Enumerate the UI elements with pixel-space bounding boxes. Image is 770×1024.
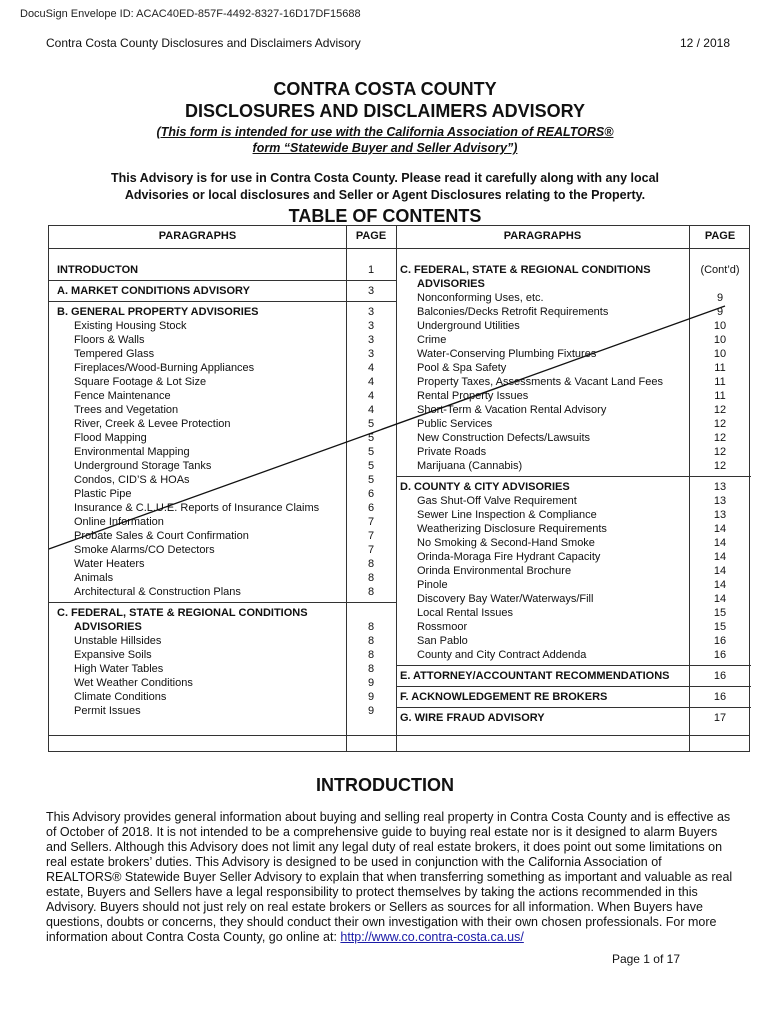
usage-notice-line-1: This Advisory is for use in Contra Costa County. Please read it carefully along with any local: [110, 171, 660, 185]
toc-entry-right: Pinole: [417, 579, 448, 591]
running-header: [46, 36, 730, 50]
toc-page-number-right: 14: [713, 579, 727, 591]
toc-entry-left: Plastic Pipe: [74, 488, 132, 500]
toc-page-number-left: 6: [367, 488, 375, 500]
toc-section-rule: [49, 301, 396, 302]
subtitle: [0, 124, 770, 156]
toc-page-number-left: 5: [367, 432, 375, 444]
toc-page-number-left: 7: [367, 530, 375, 542]
toc-page-number-left: 5: [367, 418, 375, 430]
toc-entry-left: Wet Weather Conditions: [74, 677, 193, 689]
usage-notice-line-2: Advisories or local disclosures and Seller or Agent Disclosures relating to the Property.: [124, 188, 646, 202]
toc-section-rule: [49, 602, 396, 603]
toc-page-number-left: 7: [367, 544, 375, 556]
toc-page-number-right: 12: [713, 404, 727, 416]
page-number: Page 1 of 17: [611, 952, 680, 966]
toc-page-number-left: 7: [367, 516, 375, 528]
toc-entry-left: Architectural & Construction Plans: [74, 586, 241, 598]
toc-page-number-right: 14: [713, 537, 727, 549]
toc-page-number-left: 4: [367, 362, 375, 374]
introduction-paragraph: [46, 810, 740, 945]
introduction-heading: INTRODUCTION: [316, 775, 454, 795]
toc-entry-right: E. ATTORNEY/ACCOUNTANT RECOMMENDATIONS: [400, 670, 670, 682]
toc-section-rule: [396, 707, 751, 708]
toc-page-number-right: 13: [713, 481, 727, 493]
toc-entry-left: Insurance & C.L.U.E. Reports of Insurance Claims: [74, 502, 320, 514]
toc-header-paragraphs-right: PARAGRAPHS: [503, 230, 582, 242]
toc-entry-left: Floors & Walls: [74, 334, 145, 346]
header-date: 12 / 2018: [679, 36, 730, 50]
toc-page-number-right: (Cont’d): [700, 264, 740, 276]
toc-entry-left: Unstable Hillsides: [74, 635, 162, 647]
toc-entry-right: County and City Contract Addenda: [417, 649, 587, 661]
toc-page-number-right: 15: [713, 621, 727, 633]
toc-page-number-left: 9: [367, 691, 375, 703]
toc-entry-left: Climate Conditions: [74, 691, 167, 703]
toc-page-number-right: 13: [713, 495, 727, 507]
toc-entry-right: G. WIRE FRAUD ADVISORY: [400, 712, 545, 724]
toc-entry-right: New Construction Defects/Lawsuits: [417, 432, 591, 444]
toc-entry-left: Square Footage & Lot Size: [74, 376, 207, 388]
toc-title: TABLE OF CONTENTS: [288, 206, 482, 226]
toc-entry-right: Nonconforming Uses, etc.: [417, 292, 544, 304]
toc-entry-right: Public Services: [417, 418, 493, 430]
toc-entry-right: Rossmoor: [417, 621, 468, 633]
toc-header-page-left: PAGE: [355, 230, 387, 242]
toc-page-number-left: 4: [367, 376, 375, 388]
toc-page-number-right: 10: [713, 348, 727, 360]
toc-entry-left: Smoke Alarms/CO Detectors: [74, 544, 215, 556]
toc-page-number-left: 3: [367, 334, 375, 346]
toc-page-number-left: 9: [367, 677, 375, 689]
toc-page-number-left: 1: [367, 264, 375, 276]
toc-entry-left: Probate Sales & Court Confirmation: [74, 530, 249, 542]
toc-entry-right: Crime: [417, 334, 447, 346]
toc-page-number-left: 8: [367, 649, 375, 661]
toc-entry-right: Marijuana (Cannabis): [417, 460, 523, 472]
toc-entry-right: Short-Term & Vacation Rental Advisory: [417, 404, 607, 416]
toc-page-number-right: 10: [713, 320, 727, 332]
toc-entry-left: ADVISORIES: [74, 621, 142, 633]
pen-strike-line: [49, 226, 751, 753]
toc-entry-right: C. FEDERAL, STATE & REGIONAL CONDITIONS: [400, 264, 651, 276]
toc-entry-left: Water Heaters: [74, 558, 145, 570]
toc-page-number-right: 11: [714, 390, 726, 402]
toc-entry-left: River, Creek & Levee Protection: [74, 418, 231, 430]
toc-page-number-right: 13: [713, 509, 727, 521]
page-title-line-1: CONTRA COSTA COUNTY: [273, 79, 497, 99]
toc-page-number-right: 12: [713, 460, 727, 472]
subtitle-line-1: (This form is intended for use with the California Association of REALTORS®: [156, 125, 614, 139]
toc-page-number-right: 12: [713, 446, 727, 458]
toc-entry-right: San Pablo: [417, 635, 468, 647]
toc-page-number-right: 9: [716, 306, 724, 318]
toc-page-number-right: 11: [714, 376, 726, 388]
toc-header-paragraphs-left: PARAGRAPHS: [158, 230, 237, 242]
toc-entry-right: Local Rental Issues: [417, 607, 513, 619]
introduction-text: This Advisory provides general information about buying and selling real property in Contra Costa County and is effective as of October of 2018. It is not intended to be a comprehensive guide to buying real estate nor is it designed to alarm Buyers and Sellers. Although this Advisory does not limit any legal duty of real estate brokers, it does point out some limitations on real estate brokers’ duties. This Advisory is designed to be used in conjunction with the California Association of REALTORS® Statewide Buyer Seller Advisory to explain that when transferring something as important and valuable as real estate, Buyers and Sellers have a legal responsibility to protect themselves by taking the actions recommended in this Advisory. Buyers should not just rely on real estate brokers or Sellers as sources for all information. When Buyers have questions, doubts or concerns, they should conduct their own investigation with their own chosen professionals. For more information about Contra Costa County, go online at:: [46, 810, 733, 944]
toc-page-number-right: 14: [713, 593, 727, 605]
toc-page-number-left: 8: [367, 558, 375, 570]
toc-page-number-left: 8: [367, 663, 375, 675]
toc-entry-right: Underground Utilities: [417, 320, 520, 332]
docusign-envelope-id: DocuSign Envelope ID: ACAC40ED-857F-4492-8327-16D17DF15688: [20, 8, 361, 20]
toc-page-number-right: 15: [713, 607, 727, 619]
usage-notice: [0, 170, 770, 204]
toc-entry-right: Sewer Line Inspection & Compliance: [417, 509, 597, 521]
toc-page-number-right: 14: [713, 551, 727, 563]
toc-page-number-left: 8: [367, 572, 375, 584]
toc-page-number-left: 5: [367, 446, 375, 458]
toc-entry-left: Trees and Vegetation: [74, 404, 179, 416]
subtitle-line-2: form “Statewide Buyer and Seller Advisory”): [252, 141, 518, 155]
toc-page-number-left: 3: [367, 348, 375, 360]
toc-page-number-left: 8: [367, 586, 375, 598]
header-document-title: Contra Costa County Disclosures and Disclaimers Advisory: [46, 36, 361, 50]
toc-entry-left: Expansive Soils: [74, 649, 152, 661]
toc-page-number-left: 3: [367, 306, 375, 318]
page-title-line-2: DISCLOSURES AND DISCLAIMERS ADVISORY: [184, 101, 586, 121]
toc-page-number-left: 5: [367, 474, 375, 486]
toc-page-number-right: 16: [713, 670, 727, 682]
toc-header-page-right: PAGE: [704, 230, 736, 242]
toc-entry-right: Rental Property Issues: [417, 390, 529, 402]
toc-page-number-left: 6: [367, 502, 375, 514]
toc-page-number-right: 16: [713, 635, 727, 647]
county-website-link[interactable]: http://www.co.contra-costa.ca.us/: [340, 930, 524, 944]
toc-page-number-left: 9: [367, 705, 375, 717]
toc-page-number-right: 17: [713, 712, 727, 724]
toc-entry-right: Private Roads: [417, 446, 487, 458]
toc-entry-left: Tempered Glass: [74, 348, 155, 360]
toc-entry-right: Property Taxes, Assessments & Vacant Land Fees: [417, 376, 663, 388]
toc-page-number-left: 3: [367, 285, 375, 297]
toc-entry-right: Gas Shut-Off Valve Requirement: [417, 495, 577, 507]
toc-page-number-left: 5: [367, 460, 375, 472]
toc-entry-left: Online Information: [74, 516, 164, 528]
toc-entry-right: Orinda-Moraga Fire Hydrant Capacity: [417, 551, 601, 563]
toc-entry-right: Pool & Spa Safety: [417, 362, 507, 374]
toc-page-number-right: 9: [716, 292, 724, 304]
toc-entry-right: ADVISORIES: [417, 278, 485, 290]
toc-entry-left: Animals: [74, 572, 114, 584]
toc-page-number-left: 8: [367, 635, 375, 647]
toc-section-rule: [396, 665, 751, 666]
toc-page-number-right: 10: [713, 334, 727, 346]
toc-page-number-left: 4: [367, 404, 375, 416]
toc-entry-right: D. COUNTY & CITY ADVISORIES: [400, 481, 570, 493]
toc-page-number-right: 14: [713, 523, 727, 535]
toc-page-number-left: 4: [367, 390, 375, 402]
toc-section-rule: [49, 280, 396, 281]
toc-entry-left: High Water Tables: [74, 663, 164, 675]
toc-entry-left: INTRODUCTON: [57, 264, 139, 276]
toc-entry-right: Discovery Bay Water/Waterways/Fill: [417, 593, 594, 605]
toc-section-rule: [396, 476, 751, 477]
toc-entry-right: F. ACKNOWLEDGEMENT RE BROKERS: [400, 691, 608, 703]
toc-entry-left: Existing Housing Stock: [74, 320, 187, 332]
toc-entry-right: Weatherizing Disclosure Requirements: [417, 523, 607, 535]
toc-page-number-right: 14: [713, 565, 727, 577]
toc-page-number-left: 8: [367, 621, 375, 633]
toc-page-number-right: 11: [714, 362, 726, 374]
toc-entry-left: Permit Issues: [74, 705, 141, 717]
toc-entry-left: Fireplaces/Wood-Burning Appliances: [74, 362, 255, 374]
toc-entry-left: Condos, CID’S & HOAs: [74, 474, 190, 486]
toc-section-rule: [396, 686, 751, 687]
toc-entry-right: Water-Conserving Plumbing Fixtures: [417, 348, 597, 360]
toc-page-number-left: 3: [367, 320, 375, 332]
table-of-contents: [48, 225, 750, 752]
toc-page-number-right: 12: [713, 418, 727, 430]
toc-entry-left: A. MARKET CONDITIONS ADVISORY: [57, 285, 250, 297]
toc-entry-right: No Smoking & Second-Hand Smoke: [417, 537, 595, 549]
toc-entry-right: Balconies/Decks Retrofit Requirements: [417, 306, 609, 318]
toc-page-number-right: 16: [713, 691, 727, 703]
title-block: [0, 78, 770, 204]
toc-entry-left: Flood Mapping: [74, 432, 147, 444]
toc-entry-left: B. GENERAL PROPERTY ADVISORIES: [57, 306, 259, 318]
toc-page-number-right: 16: [713, 649, 727, 661]
toc-entry-left: Underground Storage Tanks: [74, 460, 212, 472]
toc-entry-left: Fence Maintenance: [74, 390, 171, 402]
toc-entry-left: C. FEDERAL, STATE & REGIONAL CONDITIONS: [57, 607, 308, 619]
toc-entry-right: Orinda Environmental Brochure: [417, 565, 572, 577]
toc-entry-left: Environmental Mapping: [74, 446, 190, 458]
toc-page-number-right: 12: [713, 432, 727, 444]
